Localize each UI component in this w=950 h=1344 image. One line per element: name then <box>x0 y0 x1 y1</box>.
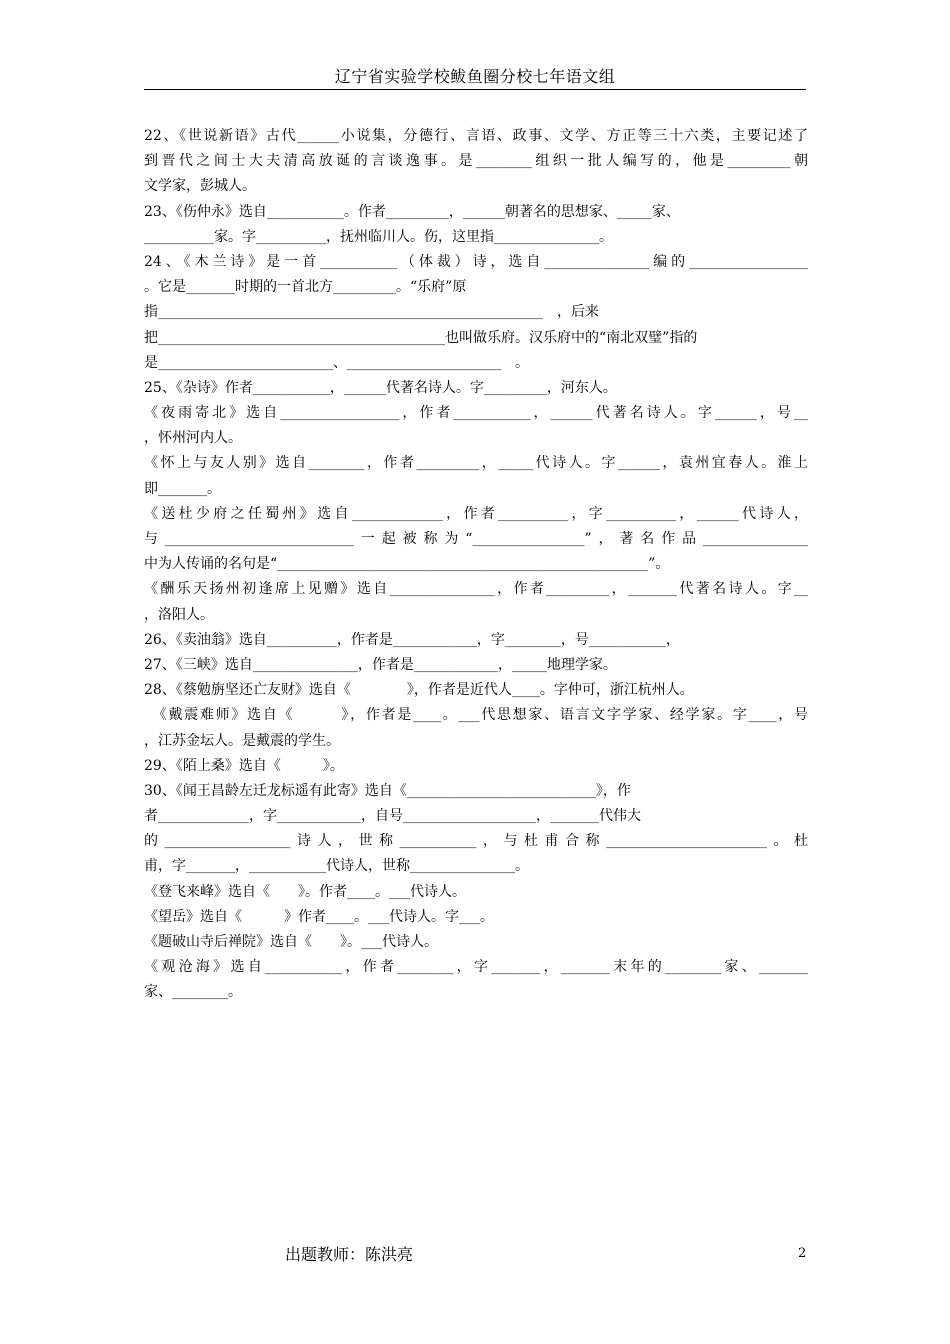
page-header-title: 辽宁省实验学校鲅鱼圈分校七年语文组 <box>334 67 616 86</box>
text-line: 23、《伤仲永》选自___________。作者_________，______朝著名的思想家、_____家、 <box>144 203 680 220</box>
text-line: 文学家，彭城人。 <box>144 178 256 195</box>
footer-teacher: 出题教师：陈洪亮 <box>285 1245 414 1264</box>
text-line: 《酬乐天扬州初逢席上见赠》选自_______________，作者_________，_______代著名诗人。字__ <box>144 581 808 598</box>
text-line: 22、《世说新语》古代______小说集，分德行、言语、政事、文学、方正等三十六类，主要记述了 <box>144 128 808 144</box>
text-line: 29、《陌上桑》选自《 》。 <box>144 757 344 774</box>
text-line: 《望岳》选自《 》作者____。___代诗人。字___。 <box>144 908 494 925</box>
text-line: 甫，字_______，___________代诗人，世称_______________。 <box>144 858 529 875</box>
text-line: 《戴震难师》选自《 》，作者是____。___代思想家、语言文字学家、经学家。字____，号 <box>144 707 808 724</box>
exercise-body <box>144 124 808 1006</box>
text-line: 把_________________________________________也叫做乐府。汉乐府中的“南北双璧”指的 <box>144 329 698 346</box>
text-line: 《送杜少府之任蜀州》选自_____________，作者__________，字__________，______代诗人， <box>144 505 808 522</box>
text-line: ，洛阳人。 <box>144 606 214 623</box>
text-line: 者_____________，字____________，自号___________________，_______代伟大 <box>144 808 641 825</box>
text-line: 《观沧海》选自___________，作者________，字_______，_______末年的________家、_______ <box>144 959 808 976</box>
text-line: 是_________________________、______________________ 。 <box>144 354 529 371</box>
text-line: 30、《闻王昌龄左迁龙标遥有此寄》选自《___________________________》，作 <box>144 782 631 799</box>
text-line: 28、《蔡勉旃坚还亡友财》选自《 》，作者是近代人____。字仲可，浙江杭州人。 <box>144 682 694 699</box>
text-line: __________家。字__________，抚州临川人。伤，这里指_______________。 <box>144 228 613 245</box>
page-number: 2 <box>798 1246 807 1261</box>
text-line: 《夜雨寄北》选自_________________，作者___________，______代著名诗人。字______，号__ <box>144 405 808 422</box>
text-line: 与___________________________一起被称为“________________”，著名作品_______________ <box>144 531 808 547</box>
text-line: 即_______。 <box>144 480 221 497</box>
text-line: 25、《杂诗》作者___________，______代著名诗人。字_________，河东人。 <box>144 379 617 396</box>
text-line: 24、《木兰诗》是一首___________（体裁）诗，选自_______________编的_________________ <box>144 253 808 270</box>
text-line: ，怀州河内人。 <box>144 430 242 447</box>
text-line: 到晋代之间士大夫清高放诞的言谈逸事。是________组织一批人编写的，他是_________朝 <box>144 153 808 170</box>
text-line: 家、________。 <box>144 984 242 1001</box>
text-line: 中为人传诵的名句是“_____________________________________________________”。 <box>144 556 670 573</box>
text-line: 《题破山寺后禅院》选自《 》。___代诗人。 <box>144 934 438 950</box>
text-line: 27、《三峡》选自_______________，作者是____________，_____地理学家。 <box>144 656 617 673</box>
text-line: 26、《卖油翁》选自__________，作者是____________，字________，号___________， <box>144 631 680 648</box>
header-divider <box>144 89 806 90</box>
text-line: 指_______________________________________________________ ，后来 <box>144 304 599 321</box>
text-line: 的__________________诗人，世称___________，与杜甫合称_______________________。杜 <box>144 833 808 850</box>
text-line: 《登飞来峰》选自《 》。作者____。___代诗人。 <box>144 883 466 900</box>
text-line: ，江苏金坛人。是戴震的学生。 <box>144 732 340 749</box>
text-line: 。它是_______时期的一首北方_________。“乐府”原 <box>144 279 467 296</box>
text-line: 《怀上与友人别》选自________，作者_________，_____代诗人。字______，袁州宜春人。淮上 <box>144 455 808 472</box>
